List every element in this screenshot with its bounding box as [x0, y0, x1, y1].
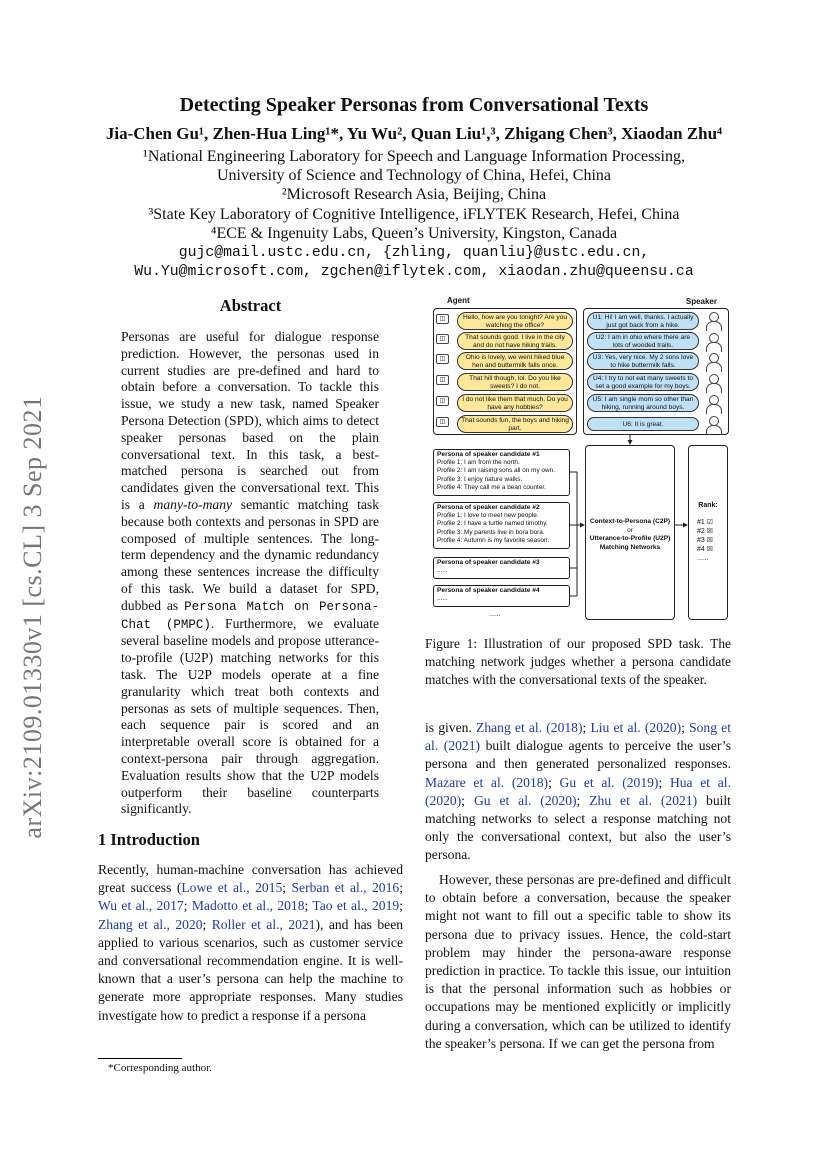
speaker-message: U6: It is great.	[587, 417, 699, 431]
right-column-paragraph-2: However, these personas are pre-defined and difficult to obtain before a conversation, because the speaker might not want to fill out a specific table to show its persona due to privacy issues. Hence, the cold-start problem may hinder the persona-aware response prediction in practice. To tackle this issue, our intuition is that the personal information such as hobbies or occupations may be mentioned explicitly or implicitly during a conversation, which can be utilized to identify the speaker’s persona. If we can get the persona from	[425, 872, 731, 1051]
citation-link[interactable]: Mazare et al. (2018)	[425, 774, 549, 790]
speaker-message: U1: Hi! I am well, thanks. I actually just got back from a hike.	[587, 312, 699, 330]
citation-link[interactable]: Roller et al., 2021	[211, 916, 316, 932]
rank-entry: #4 ☒	[697, 546, 714, 553]
citation-link[interactable]: Wu et al., 2017	[98, 898, 184, 914]
figure-1	[425, 295, 731, 625]
right-column-paragraph-1: is given. Zhang et al. (2018); Liu et al. (2020); Song et al. (2021) built dialogue agents to perceive the user’s persona and then generated personalized responses. Mazare et al. (2018); Gu et al. (2019); Hua et al. (2020); Gu et al. (2020); Zhu et al. (2021) built matching networks to select a response matching not only the conversational context, but also the user’s persona.	[425, 720, 731, 863]
speaker-label: Speaker	[685, 297, 717, 306]
more-candidates-ellipsis: ......	[489, 611, 501, 618]
rank-entry: #1 ☑	[697, 519, 714, 526]
paper-title: Detecting Speaker Personas from Conversational Texts	[179, 94, 649, 116]
robot-icon: ◫	[436, 334, 449, 344]
affiliation-2: University of Science and Technology of China, Hefei, China	[216, 167, 612, 184]
abstract-body: Personas are useful for dialogue response prediction. However, the personas used in current studies are pre-defined and hard to obtain before a conversation. To tackle this issue, we study a new task, named Speaker Persona Detection (SPD), which aims to detect speaker personas based on the plain conversational text. In this task, a best-matched persona is searched out from candidates given the conversational text. This is a many-to-many semantic matching task because both contexts and personas in SPD are composed of multiple sentences. The long-term dependency and the dynamic redundancy among these sentences increase the difficulty of this task. We build a dataset for SPD, dubbed as Persona Match on Persona-Chat (PMPC). Furthermore, we evaluate several baseline models and propose utterance-to-profile (U2P) matching networks for this task. The U2P models operate at a fine granularity which treat both contexts and personas as sets of multiple sequences. Then, each sequence pair is scored and an interpretable overall score is obtained for a context-persona pair through aggregation. Evaluation results show that the U2P models outperform their baseline counterparts significantly.	[121, 329, 380, 817]
speaker-message: U5: I am single mom so other than hiking, running around boys.	[587, 394, 699, 412]
figure-caption: Figure 1: Illustration of our proposed SPD task. The matching network judges whether a persona candidate matches with the conversational texts of the speaker.	[425, 636, 731, 688]
email-line-2: Wu.Yu@microsoft.com, zgchen@iflytek.com, xiaodan.zhu@queensu.ca	[134, 264, 694, 280]
persona-candidate-1: Persona of speaker candidate #1 Profile 1: I am from the north. Profile 2: I am raising sons all on my own. Profile 3: I enjoy nature walks. Profile 4: They call me a bean counter.	[433, 449, 570, 496]
citation-link[interactable]: Gu et al. (2020)	[473, 792, 577, 808]
speaker-message: U2: I am in ohio where there are lots of wooded trails.	[587, 332, 699, 350]
agent-message: That sounds good. I live in the city and do not have hiking trails.	[457, 332, 573, 350]
affiliation-4: ³State Key Laboratory of Cognitive Intelligence, iFLYTEK Research, Hefei, China	[148, 206, 680, 223]
net-label-4: Matching Networks	[599, 543, 661, 551]
email-line-1: gujc@mail.ustc.edu.cn, {zhling, quanliu}@ustc.edu.cn,	[178, 245, 650, 261]
robot-icon: ◫	[436, 354, 449, 364]
agent-message: That sounds fun, the boys and hiking part.	[457, 415, 573, 433]
agent-message: Ohio is lovely, we went hiked blue hen and buttermilk falls once.	[457, 352, 573, 370]
footnote-rule	[98, 1058, 182, 1059]
persona-candidate-2: Persona of speaker candidate #2 Profile 1: I love to meet new people. Profile 2: I have a turtle named timothy. Profile 3: My parents live in bora bora. Profile 4: Autumn is my favorite season.	[433, 502, 570, 549]
citation-link[interactable]: Liu et al. (2020)	[590, 720, 682, 735]
citation-link[interactable]: Zhu et al. (2021)	[589, 792, 698, 808]
speaker-message: U3: Yes, very nice. My 2 sons love to hike buttermilk falls.	[587, 352, 699, 370]
intro-heading: 1 Introduction	[98, 830, 200, 849]
affiliation-5: ⁴ECE & Ingenuity Labs, Queen’s University, Kingston, Canada	[210, 225, 618, 242]
citation-link[interactable]: Madotto et al., 2018	[191, 898, 305, 914]
figure-arrows	[425, 295, 731, 625]
rank-entry: #2 ☒	[697, 528, 714, 535]
abstract-heading: Abstract	[219, 296, 282, 315]
citation-link[interactable]: Lowe et al., 2015	[181, 880, 283, 896]
citation-link[interactable]: Song et al. (2021)	[425, 720, 731, 754]
robot-icon: ◫	[436, 396, 449, 406]
author-list: Jia-Chen Gu¹, Zhen-Hua Ling¹*, Yu Wu², Quan Liu¹,³, Zhigang Chen³, Xiaodan Zhu⁴	[105, 124, 723, 143]
net-label-2: or	[627, 526, 633, 534]
persona-candidate-4: Persona of speaker candidate #4 ......	[433, 585, 570, 607]
speaker-message: U4: I try to not eat many sweets to set a good example for my boys.	[587, 373, 699, 391]
rank-ellipsis: ......	[697, 555, 709, 562]
net-label-3: Utterance-to-Profile (U2P)	[589, 535, 671, 542]
citation-link[interactable]: Zhang et al., 2020	[98, 916, 203, 932]
rank-label: Rank:	[698, 502, 718, 509]
citation-link[interactable]: Zhang et al. (2018)	[476, 720, 583, 735]
robot-icon: ◫	[436, 417, 449, 427]
persona-candidate-3: Persona of speaker candidate #3 ......	[433, 557, 570, 579]
agent-message: Hello, how are you tonight? Are you watching the office?	[457, 312, 573, 330]
citation-link[interactable]: Hua et al. (2020)	[425, 774, 731, 808]
robot-icon: ◫	[436, 375, 449, 385]
agent-message: I do not like them that much. Do you have any hobbies?	[457, 394, 573, 412]
arxiv-side-stamp: arXiv:2109.01330v1 [cs.CL] 3 Sep 2021	[18, 395, 47, 839]
robot-icon: ◫	[436, 314, 449, 324]
rank-entry: #3 ☒	[697, 537, 714, 544]
intro-paragraph: Recently, human-machine conversation has achieved great success (Lowe et al., 2015; Serban et al., 2016; Wu et al., 2017; Madotto et al., 2018; Tao et al., 2019; Zhang et al., 2020; Roller et al., 2021), and has been applied to various scenarios, such as customer service and conversational recommendation engine. It is well-known that a user’s persona can help the machine to generate more appropriate responses. Many studies investigate how to predict a response if a persona	[98, 862, 404, 1023]
net-label-1: Context-to-Persona (C2P)	[589, 518, 671, 525]
agent-label: Agent	[447, 296, 470, 305]
affiliation-3: ²Microsoft Research Asia, Beijing, China	[281, 186, 547, 203]
citation-link[interactable]: Serban et al., 2016	[291, 880, 400, 896]
affiliation-1: ¹National Engineering Laboratory for Speech and Language Information Processing,	[143, 148, 685, 165]
agent-message: That hill though, lol. Do you like sweets? I do not.	[457, 373, 573, 391]
footnote: *Corresponding author.	[108, 1062, 212, 1074]
citation-link[interactable]: Tao et al., 2019	[312, 898, 400, 914]
citation-link[interactable]: Gu et al. (2019)	[559, 774, 659, 790]
